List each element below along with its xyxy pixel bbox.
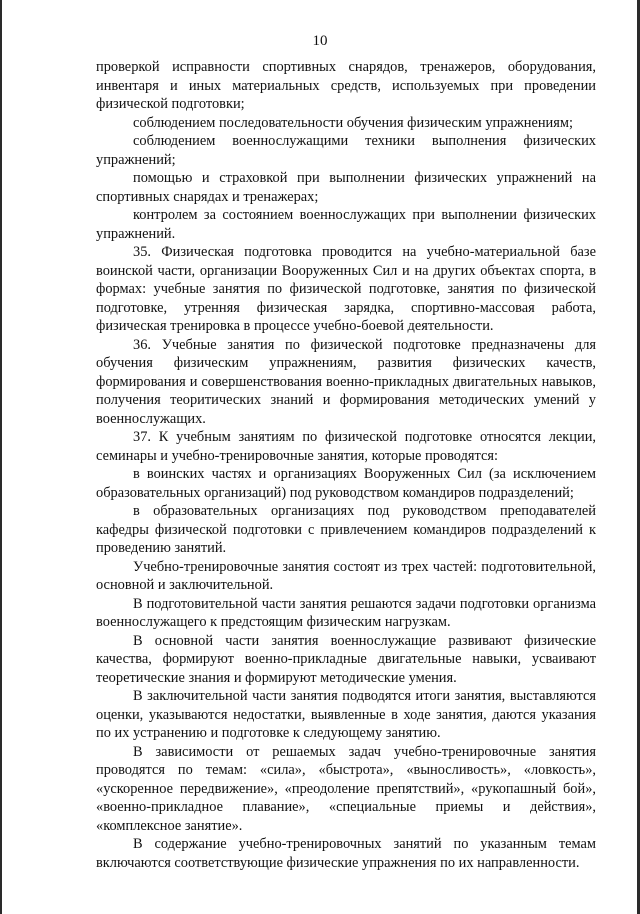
paragraph: помощью и страховкой при выполнении физических упражнений на спортивных снарядах и тренажерах; xyxy=(96,170,596,205)
paragraph: проверкой исправности спортивных снарядов, тренажеров, оборудования, инвентаря и иных материальных средств, используемых при проведении физической подготовки; xyxy=(96,59,596,112)
document-body xyxy=(96,58,596,872)
paragraph: В основной части занятия военнослужащие развивают физические качества, формируют военно-прикладные двигательные навыки, усваивают теоретические знания и формируют методические умения. xyxy=(96,632,596,686)
scan-edge-left xyxy=(0,0,2,914)
page-number: 10 xyxy=(312,33,328,49)
paragraph: Учебно-тренировочные занятия состоят из трех частей: подготовительной, основной и заключительной. xyxy=(96,558,596,593)
paragraph: соблюдением последовательности обучения физическим упражнениям; xyxy=(133,114,573,131)
paragraph: в воинских частях и организациях Вооруженных Сил (за исключением образовательных организаций) под руководством командиров подразделений; xyxy=(96,466,596,501)
paragraph: контролем за состоянием военнослужащих при выполнении физических упражнений. xyxy=(96,207,596,242)
paragraph: В зависимости от решаемых задач учебно-тренировочные занятия проводятся по темам: «сила», «быстрота», «выносливость», «ловкость», «ускоренное передвижение», «преодоление препятствий», «рукопашный бой», «военно-прикладное плавание», «специальные приемы и действия», «комплексное занятие». xyxy=(96,743,596,834)
paragraph: В содержание учебно-тренировочных занятий по указанным темам включаются соответствующие физические упражнения по их направленности. xyxy=(96,836,596,871)
paragraph: 36. Учебные занятия по физической подготовке предназначены для обучения физическим упражнениям, развития физических качеств, формирования и совершенствования военно-прикладных двигательных навыков, получения теоритических знаний и формирования методических умений у военнослужащих. xyxy=(96,336,596,427)
paragraph: в образовательных организациях под руководством преподавателей кафедры физической подготовки с привлечением командиров подразделений к проведению занятий. xyxy=(96,503,596,556)
paragraph: В подготовительной части занятия решаются задачи подготовки организма военнослужащего к предстоящим физическим нагрузкам. xyxy=(96,595,596,630)
paragraph: соблюдением военнослужащими техники выполнения физических упражнений; xyxy=(96,133,596,168)
paragraph: 35. Физическая подготовка проводится на учебно-материальной базе воинской части, организации Вооруженных Сил и на других объектах спорта, в формах: учебные занятия по физической подготовке, занятия по физической подготовке, утренняя физическая зарядка, спортивно-массовая работа, физическая тренировка в процессе учебно-боевой деятельности. xyxy=(96,244,596,334)
paragraph: 37. К учебным занятиям по физической подготовке относятся лекции, семинары и учебно-тренировочные занятия, которые проводятся: xyxy=(96,429,596,464)
paragraph: В заключительной части занятия подводятся итоги занятия, выставляются оценки, указываются недостатки, выявленные в ходе занятия, даются указания по их устранению и подготовке к следующему занятию. xyxy=(96,688,596,741)
